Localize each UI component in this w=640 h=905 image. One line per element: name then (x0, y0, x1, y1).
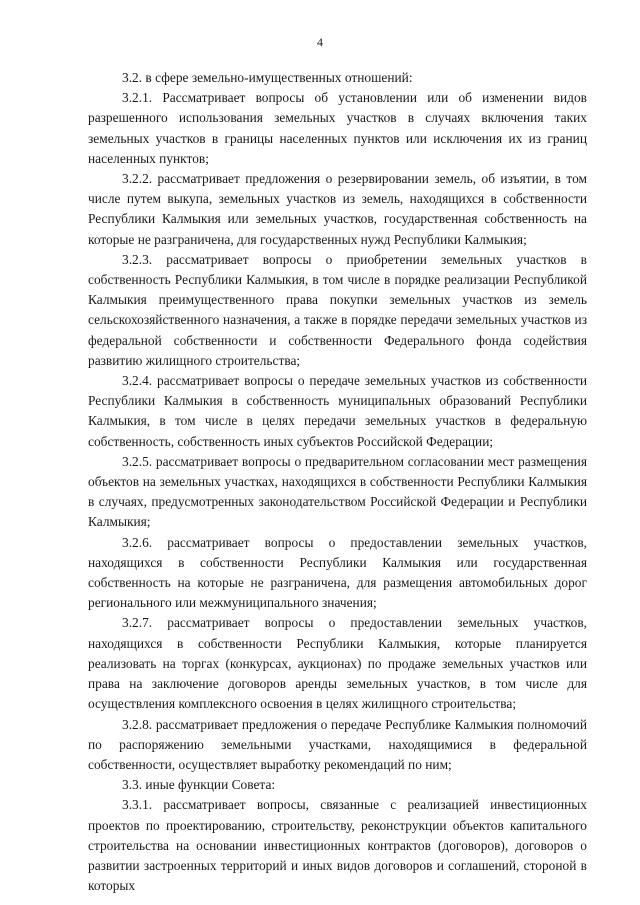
paragraph-3-3: 3.3. иные функции Совета: (122, 777, 276, 793)
paragraph-3-2-4: 3.2.4. рассматривает вопросы о передаче земельных участков из собственности Республики Калмыкия в собственность муниципальных образований Республики Калмыкия, в том числе в целях передачи земельных участков в федеральную собственность, собственность иных субъектов Российской Федерации; (88, 373, 587, 449)
page-number: 4 (317, 35, 323, 49)
paragraph-3-2-6: 3.2.6. рассматривает вопросы о предоставлении земельных участков, находящихся в собственности Республики Калмыкия или государственная собственность на которые не разграничена, для размещения автомобильных дорог регионального или межмуниципального значения; (88, 534, 587, 611)
paragraph-3-2-8: 3.2.8. рассматривает предложения о передаче Республике Калмыкия полномочий по распоряжению земельными участками, находящимися в федеральной собственности, осуществляет выработку рекомендаций по ним; (88, 716, 587, 772)
document-body (88, 68, 587, 896)
paragraph-3-3-1: 3.3.1. рассматривает вопросы, связанные с реализацией инвестиционных проектов по проектированию, строительству, реконструкции объектов капитального строительства на основании инвестиционных контрактов (договоров), договоров о развитии застроенных территорий и иных видов договоров и соглашений, стороной в которых (88, 797, 587, 894)
paragraph-3-2-7: 3.2.7. рассматривает вопросы о предоставлении земельных участков, находящихся в собственности Республики Калмыкия, которые планируется реализовать на торгах (конкурсах, аукционах) по продаже земельных участков или права на заключение договоров аренды земельных участков, в том числе для осуществления комплексного освоения в целях жилищного строительства; (88, 615, 587, 712)
paragraph-3-2-1: 3.2.1. Рассматривает вопросы об установлении или об изменении видов разрешенного использования земельных участков в случаях включения таких земельных участков в границы населенных пунктов или исключения их из границ населенных пунктов; (88, 90, 587, 166)
paragraph-3-2-3: 3.2.3. рассматривает вопросы о приобретении земельных участков в собственность Республики Калмыкия, в том числе в порядке реализации Республикой Калмыкия преимущественного права покупки земельных участков из земель сельскохозяйственного назначения, а также в порядке передачи земельных участков из федеральной собственности и собственности Федерального фонда содействия развитию жилищного строительства; (88, 251, 587, 368)
paragraph-3-2-5: 3.2.5. рассматривает вопросы о предварительном согласовании мест размещения объектов на земельных участках, находящихся в собственности Республики Калмыкия в случаях, предусмотренных законодательством Российской Федерации и Республики Калмыкия; (88, 453, 587, 530)
paragraph-3-2-2: 3.2.2. рассматривает предложения о резервировании земель, об изъятии, в том числе путем выкупа, земельных участков из земель, находящихся в собственности Республики Калмыкия или земельных участков, государственная собственность на которые не разграничена, для государственных нужд Республики Калмыкия; (88, 171, 587, 247)
paragraph-3-2: 3.2. в сфере земельно-имущественных отношений: (122, 70, 413, 85)
